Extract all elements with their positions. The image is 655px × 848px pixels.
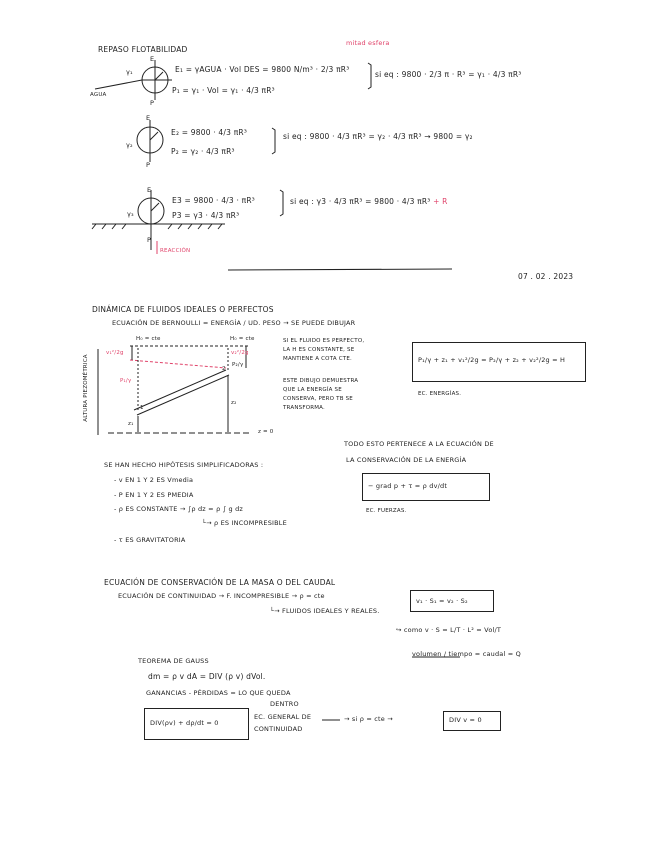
general-continuity-2: CONTINUIDAD [254, 725, 303, 733]
reaccion-label: REACCIÓN [160, 248, 191, 254]
div-v-equation: DIV v = 0 [449, 716, 482, 724]
bernoulli-line: ECUACIÓN DE BERNOULLI = ENERGÍA / UD. PESO → SE PUEDE DIBUJAR [112, 319, 356, 327]
force-equation: − grad p + τ = ρ dv/dt [368, 482, 448, 490]
pressure-head-2: P₂/γ [232, 362, 244, 368]
equation-e3: E3 = 9800 · 4/3 · πR³ [172, 196, 255, 205]
gamma-2-label: γ₂ [126, 141, 133, 149]
buoyancy-label-1: E [150, 55, 155, 63]
equation-p3: P3 = γ3 · 4/3 πR³ [172, 211, 240, 220]
continuity-equation: v₁ · S₁ = v₂ · S₂ [416, 597, 468, 605]
note-line-7: TRANSFORMA. [283, 405, 325, 411]
datum-label: z = 0 [258, 429, 274, 435]
equation-p2: P₂ = γ₂ · 4/3 πR³ [171, 147, 235, 156]
note-line-1: SI EL FLUIDO ES PERFECTO, [283, 338, 365, 344]
hypothesis-3-note: └→ ρ ES INCOMPRESIBLE [202, 519, 287, 527]
note-mitad-esfera: mitad esfera [346, 39, 390, 47]
equation-si-3: si eq : γ3 · 4/3 πR³ = 9800 · 4/3 πR³ + R [290, 197, 448, 206]
force-equation-label: EC. FUERZAS. [366, 508, 407, 514]
h0-label-left: H₀ = cte [136, 336, 161, 342]
weight-label-1: P [150, 99, 155, 107]
weight-label-2: P [146, 161, 151, 169]
gains-losses: GANANCIAS - PÉRDIDAS = LO QUE QUEDA [146, 689, 291, 697]
bracket-3 [280, 190, 283, 216]
gamma-3-label: γ₃ [127, 210, 134, 218]
como-vs: ↪ como v · S = L/T · L² = Vol/T [396, 626, 502, 634]
reaction-term: + R [433, 197, 448, 206]
section-title-flotabilidad: REPASO FLOTABILIDAD [98, 45, 188, 54]
z1-label: z₁ [128, 421, 134, 427]
equation-si-1: si eq : 9800 · 2/3 π · R³ = γ₁ · 4/3 πR³ [375, 70, 522, 79]
continuity-line-2: └→ FLUIDOS IDEALES Y REALES. [270, 607, 380, 615]
buoyancy-label-2: E [146, 114, 151, 122]
velocity-head-1: v₁²/2g [106, 350, 124, 356]
conservation-line-1: TODO ESTO PERTENECE A LA ECUACIÓN DE [344, 440, 494, 448]
point-1-label: 1 [140, 405, 144, 411]
agua-label: AGUA [90, 92, 107, 98]
gamma-1-label: γ₁ [126, 68, 133, 76]
note-line-4: ESTE DIBUJO DEMUESTRA [283, 378, 359, 384]
note-line-2: LA H ES CONSTANTE, SE [283, 347, 355, 353]
hypothesis-2: - P EN 1 Y 2 ES PMEDIA [114, 491, 194, 499]
div-equation: DIV(ρv) + dρ/dt = 0 [150, 719, 219, 727]
section-title-masa: ECUACIÓN DE CONSERVACIÓN DE LA MASA O DEL CAUDAL [104, 578, 336, 587]
rho-constant: → si ρ = cte → [344, 715, 393, 723]
section-separator [228, 269, 452, 270]
buoyancy-label-3: E [147, 186, 152, 194]
conservation-line-2: LA CONSERVACIÓN DE LA ENERGÍA [346, 456, 467, 464]
axis-label-piezometrica: ALTURA PIEZOMÉTRICA [82, 354, 89, 422]
h0-label-right: H₀ = cte [230, 336, 255, 342]
equation-e1: E₁ = γAGUA · Vol DES = 9800 N/m³ · 2/3 πR³ [175, 65, 350, 74]
sphere-1-radius [155, 72, 163, 80]
velocity-head-2: v₂²/2g [231, 350, 249, 356]
pipe-bottom [137, 375, 229, 415]
caudal-definition: volumen / tiempo = caudal = Q [412, 650, 521, 658]
note-line-6: CONSERVA, PERO TB SE [283, 396, 353, 402]
general-continuity-1: EC. GENERAL DE [254, 713, 312, 721]
sphere-2-radius [150, 132, 158, 140]
bracket-2 [272, 128, 275, 154]
weight-label-3: P [147, 236, 152, 244]
gauss-title: TEOREMA DE GAUSS [138, 657, 209, 665]
sphere-3-radius [151, 203, 159, 211]
hypothesis-1: - v EN 1 Y 2 ES Vmedia [114, 476, 194, 484]
equation-p1: P₁ = γ₁ · Vol = γ₁ · 4/3 πR³ [172, 86, 275, 95]
z2-label: z₂ [231, 400, 237, 406]
gains-losses-dentro: DENTRO [270, 700, 299, 708]
date: 07 . 02 . 2023 [518, 272, 574, 281]
note-line-3: MANTIENE A COTA CTE. [283, 356, 352, 362]
energy-equation-label: EC. ENERGÍAS. [418, 391, 462, 397]
continuity-line-1: ECUACIÓN DE CONTINUIDAD → F. INCOMPRESIBLE → ρ = cte [118, 592, 325, 600]
note-line-5: QUE LA ENERGÍA SE [283, 387, 342, 393]
hypothesis-3: - ρ ES CONSTANTE → ∫ρ dz = ρ ∫ g dz [114, 505, 244, 513]
piezometric-line [130, 360, 226, 368]
section-title-dinamica: DINÁMICA DE FLUIDOS IDEALES O PERFECTOS [92, 305, 274, 314]
bracket-1 [368, 63, 371, 89]
energy-equation: P₁/γ + z₁ + v₁²/2g = P₂/γ + z₂ + v₂²/2g = H [418, 356, 566, 364]
pressure-head-1: P₁/γ [120, 378, 132, 384]
hypothesis-4: - τ ES GRAVITATORIA [114, 536, 186, 544]
pipe-top [134, 370, 226, 410]
hypotheses-title: SE HAN HECHO HIPÓTESIS SIMPLIFICADORAS : [104, 461, 264, 469]
equation-si-2: si eq : 9800 · 4/3 πR³ = γ₂ · 4/3 πR³ → 9800 = γ₂ [283, 132, 473, 141]
water-surface-1 [95, 80, 142, 89]
gauss-dm: dm = ρ v dA = DIV (ρ v) dVol. [148, 672, 266, 681]
equation-e2: E₂ = 9800 · 4/3 πR³ [171, 128, 248, 137]
ground-hatching [92, 224, 222, 229]
point-2-label: 2 [222, 366, 226, 372]
